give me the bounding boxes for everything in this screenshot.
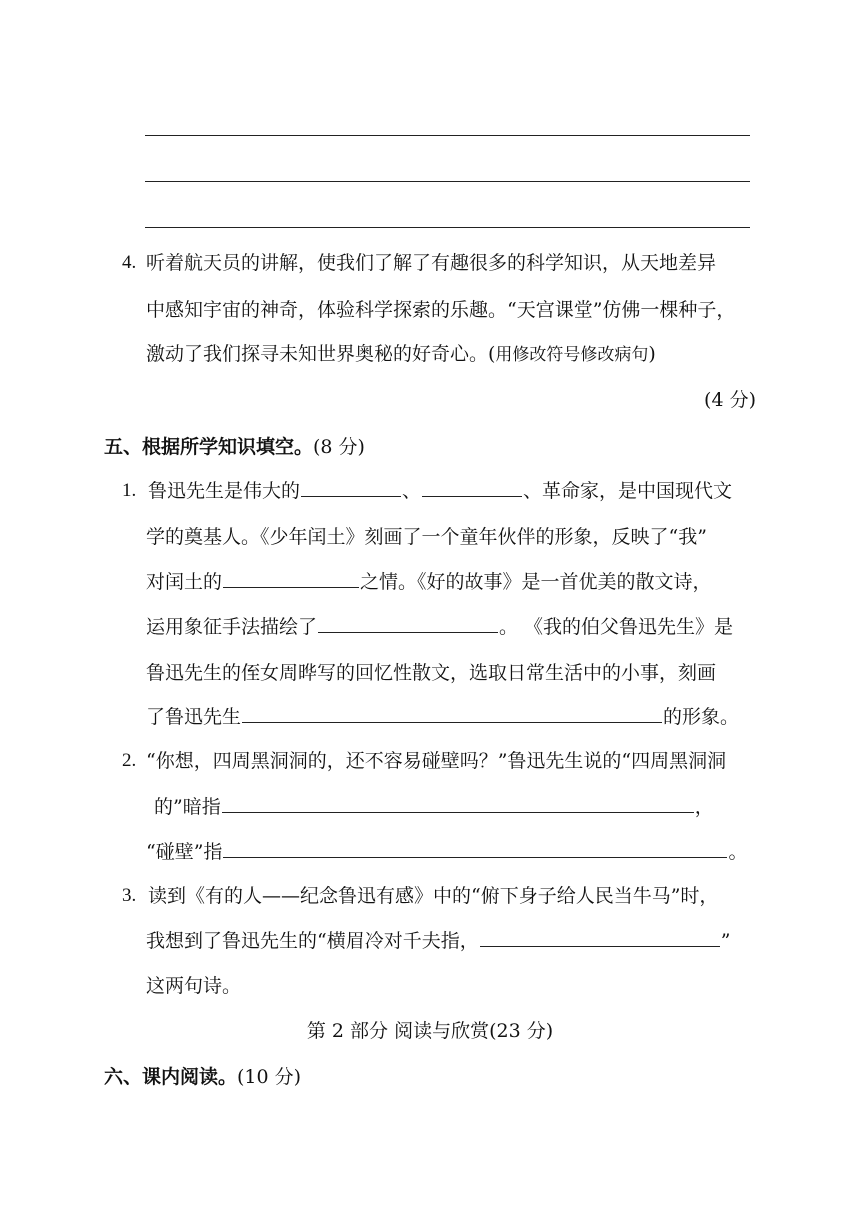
question-number: 4.: [122, 252, 137, 273]
score: (4 分): [704, 389, 756, 411]
question-text: [146, 569, 712, 595]
section-score: (10 分): [237, 1066, 302, 1088]
question-text: [148, 478, 732, 504]
question-text: 读到《有的人——纪念鲁迅有感》中的“俯下身子给人民当牛马”时，: [148, 885, 719, 907]
fill-blank: [318, 614, 498, 633]
question-text: 、革命家，是中国现代文: [523, 480, 733, 502]
question-text: 我想到了鲁迅先生的“横眉冷对千夫指，: [146, 930, 479, 952]
question-text: 激动了我们探寻未知世界奥秘的好奇心。(: [146, 343, 496, 365]
question-text: [154, 794, 714, 820]
question-text: 了鲁迅先生: [146, 706, 242, 728]
question-text: 鲁迅先生是伟大的: [148, 480, 301, 502]
question-text: 。: [728, 841, 748, 863]
fill-blank: [242, 704, 662, 723]
question-text: ): [648, 343, 656, 365]
question-text: 的”暗指: [154, 796, 221, 818]
fill-blank: [480, 928, 720, 947]
fill-blank: [222, 794, 694, 813]
question-text: 鲁迅先生的侄女周晔写的回忆性散文，选取日常生活中的小事，刻画: [146, 662, 717, 684]
question-text: 运用象征手法描绘了: [146, 616, 318, 638]
fill-blank: [223, 839, 727, 858]
question-text: 这两句诗。: [146, 975, 242, 997]
answer-line: [145, 181, 750, 182]
question-text: [146, 704, 739, 730]
question-text: 的形象。: [663, 706, 740, 728]
section-title: 六、课内阅读。: [104, 1066, 238, 1088]
fill-blank: [301, 478, 401, 497]
section-heading: [104, 1064, 301, 1090]
question-number: 3.: [122, 885, 137, 906]
answer-line: [145, 135, 750, 136]
section-heading: [104, 434, 365, 460]
question-number: 1.: [122, 480, 137, 501]
question-text: “你想，四周黑洞洞的，还不容易碰壁吗？”鲁迅先生说的“四周黑洞洞: [146, 750, 727, 772]
question-text: [146, 928, 730, 954]
question-text: ，: [694, 796, 714, 818]
question-text: 学的奠基人。《少年闰土》刻画了一个童年伙伴的形象，反映了“我”: [146, 526, 707, 548]
question-text: 对闰土的: [146, 571, 223, 593]
part-title: 第 2 部分 阅读与欣赏(23 分): [306, 1020, 554, 1042]
answer-line: [145, 227, 750, 228]
question-text: [146, 839, 747, 865]
question-text: 。 《我的伯父鲁迅先生》是: [499, 616, 734, 638]
section-score: (8 分): [313, 436, 365, 458]
instruction-note: 用修改符号修改病句: [495, 345, 649, 365]
question-text: [146, 341, 656, 368]
question-text: [146, 614, 733, 640]
question-number: 2.: [122, 750, 137, 771]
section-title: 五、根据所学知识填空。: [104, 436, 314, 458]
question-text: “碰壁”指: [146, 841, 223, 863]
fill-blank: [422, 478, 522, 497]
question-text: 中感知宇宙的神奇，体验科学探索的乐趣。“天宫课堂”仿佛一棵种子，: [146, 299, 736, 321]
question-text: 之情。《好的故事》是一首优美的散文诗，: [360, 571, 712, 593]
fill-blank: [223, 569, 359, 588]
question-text: 听着航天员的讲解，使我们了解了有趣很多的科学知识，从天地差异: [146, 252, 717, 274]
question-text: 、: [402, 480, 422, 502]
question-text: ”: [720, 930, 731, 952]
